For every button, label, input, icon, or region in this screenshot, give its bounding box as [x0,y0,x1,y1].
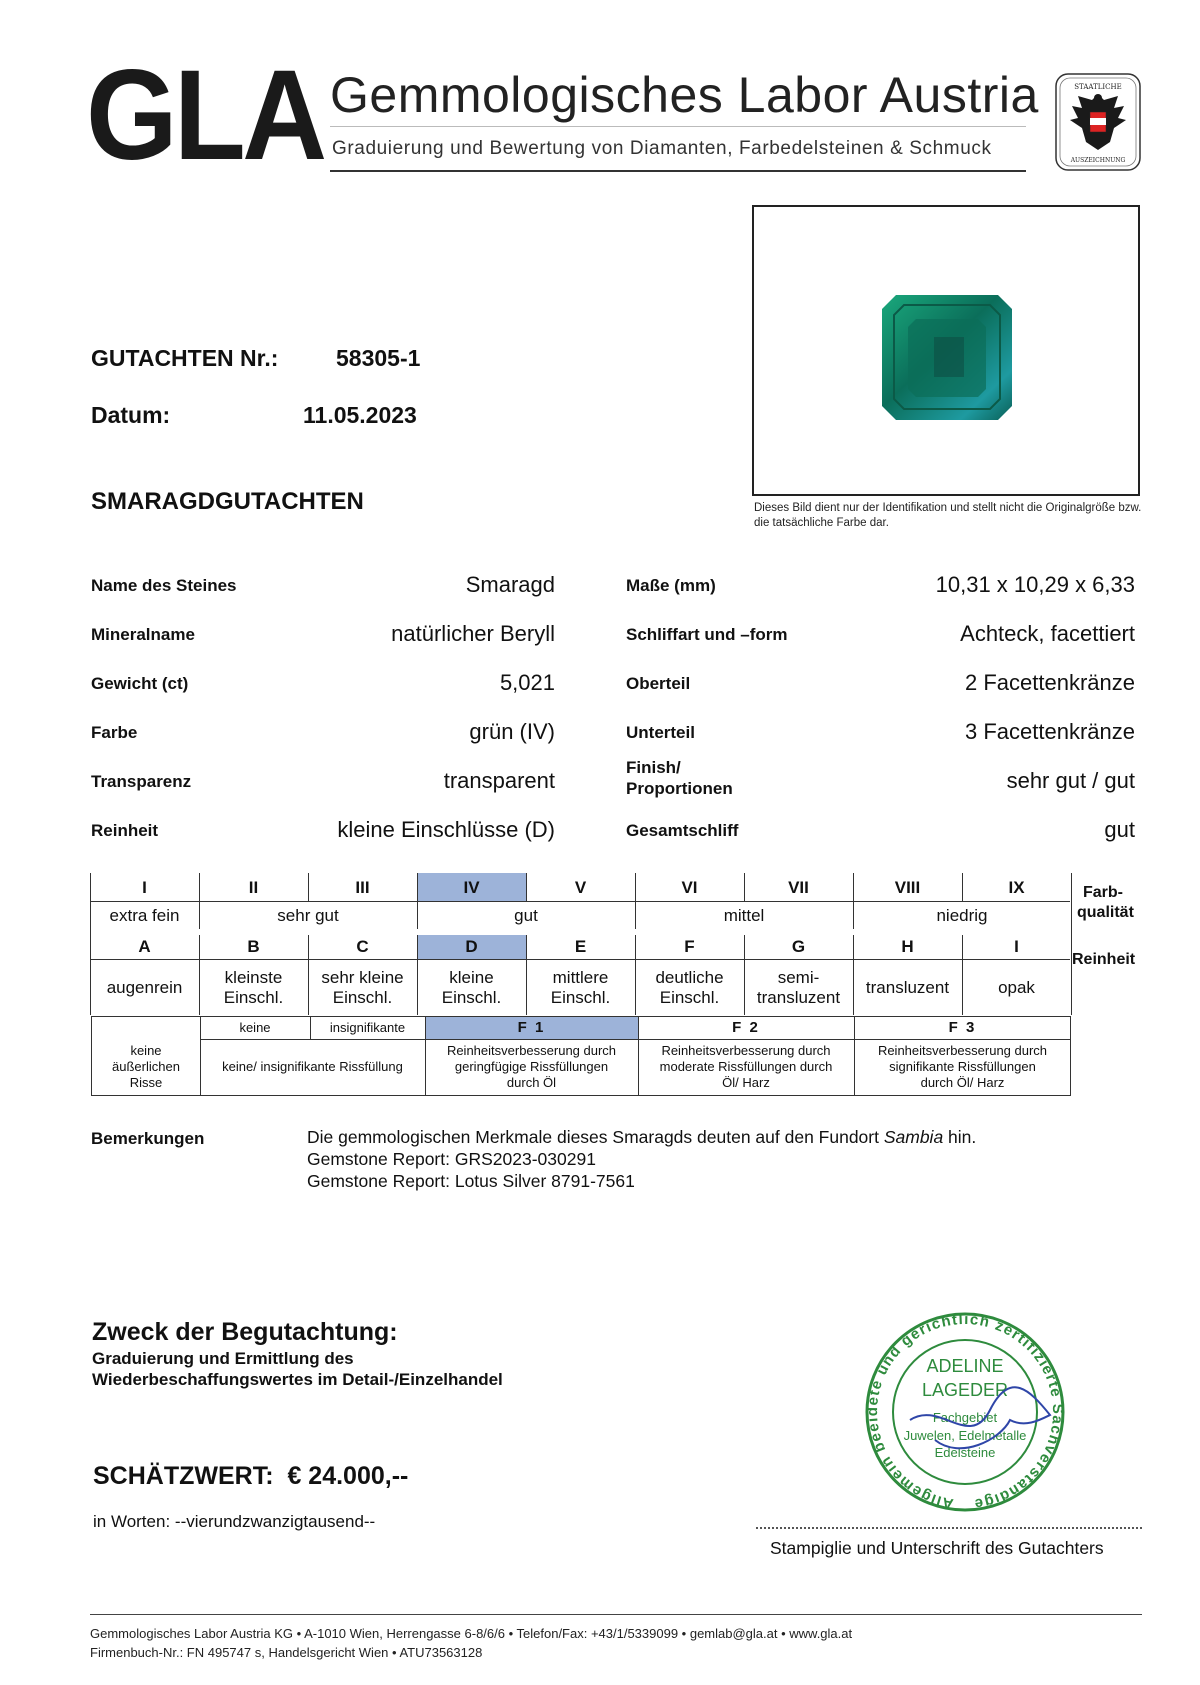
property-value: 10,31 x 10,29 x 6,33 [935,572,1135,597]
property-label: Proportionen [626,779,733,798]
color-grade-group: niedrig [936,906,988,925]
clarity-grade-letter: G [791,937,806,956]
header-divider [330,170,1026,172]
lab-tagline: Graduierung und Bewertung von Diamanten, Farbedelsteinen & Schmuck [332,138,992,159]
property-value: sehr gut / gut [1006,768,1135,793]
remarks-report-line: Gemstone Report: GRS2023-030291 [307,1149,596,1169]
color-quality-label: qualität [1077,904,1134,921]
color-grade-group: extra fein [109,906,180,925]
signature-line [756,1527,1142,1529]
fissure-head-insignificant: insignifikante [329,1020,406,1035]
color-grade-numeral: VII [788,878,809,897]
clarity-grade-description: mittlere Einschl. [550,968,611,1007]
valuation-amount: € 24.000,-- [287,1462,409,1490]
property-value: 5,021 [499,670,555,695]
property-row [90,666,1135,706]
footer-divider [90,1614,1142,1615]
property-row [90,813,1135,853]
stamp-name-last: LAGEDER [921,1380,1009,1400]
property-label: Farbe [91,723,138,742]
seal-text-top: STAATLICHE [1074,83,1122,91]
color-grade-group: sehr gut [277,906,339,925]
clarity-label: Reinheit [1072,951,1136,968]
property-value: transparent [443,768,555,793]
signature-label: Stampiglie und Unterschrift des Gutachters [770,1538,1104,1558]
photo-disclaimer: Dieses Bild dient nur der Identifikation und stellt nicht die Originalgröße bzw. die tatsächliche Farbe dar. [754,502,1142,529]
fissure-head-f3: F 3 [948,1019,977,1036]
property-label: Oberteil [626,674,691,693]
color-grade-numeral: VIII [894,878,921,897]
clarity-grade-description: kleine Einschl. [441,968,502,1007]
fissure-f2-description: Reinheitsverbesserung durch moderate Rissfüllungen durch Öl/ Harz [659,1043,833,1090]
remarks-origin-line: Die gemmologischen Merkmale dieses Smaragds deuten auf den Fundort Sambia hin. [307,1127,977,1147]
property-value: 2 Facettenkränze [965,670,1135,695]
fissure-filling-table [91,1016,1071,1096]
clarity-grade-letter: A [138,937,151,956]
report-type: SMARAGDGUTACHTEN [91,488,364,515]
grid-line [1071,873,1072,1015]
fissure-none-insignificant: keine/ insignifikante Rissfüllung [222,1059,403,1074]
valuation-label: SCHÄTZWERT: [93,1462,274,1490]
clarity-grade-letter: D [465,937,478,956]
color-grade-numeral: II [248,878,259,897]
remarks-text [307,1126,976,1192]
report-date: 11.05.2023 [303,402,417,428]
purpose-text: Graduierung und Ermittlung des Wiederbeschaffungswertes im Detail-/Einzelhandel [92,1349,503,1389]
emerald-stone-image [754,207,1138,494]
clarity-grade-description: augenrein [106,978,183,997]
property-value: Smaragd [465,572,555,597]
property-label: Finish/ [626,758,681,777]
grid-line [90,901,1070,902]
property-label: Maße (mm) [626,576,716,595]
clarity-grade-letter: H [901,937,914,956]
property-value: kleine Einschlüsse (D) [337,817,555,842]
color-grade-numeral: III [355,878,370,897]
property-value: Achteck, facettiert [960,621,1135,646]
seal-text-bottom: AUSZEICHNUNG [1070,157,1126,164]
gla-logo: GLA [86,44,324,187]
clarity-grade-description: transluzent [865,978,950,997]
property-value: grün (IV) [469,719,555,744]
color-grade-numeral: I [142,878,147,897]
purpose-title: Zweck der Begutachtung: [92,1318,398,1346]
stamp-field: Edelsteine [934,1445,996,1460]
grid-line [90,959,1070,960]
clarity-grade-description: sehr kleine Einschl. [321,968,404,1007]
clarity-grade-letter: I [1014,937,1019,956]
color-grade-group: mittel [723,906,765,925]
remarks-label: Bemerkungen [91,1129,205,1148]
expert-stamp [850,1300,1080,1520]
fissure-head-f1: F 1 [517,1019,546,1036]
property-label: Transparenz [91,772,192,791]
austrian-eagle-crest-icon [1054,72,1142,172]
color-grade-numeral: IX [1008,878,1025,897]
color-grade-numeral: IV [463,878,480,897]
valuation-in-words: in Worten: --vierundzwanzigtausend-- [93,1512,376,1531]
clarity-grade-description: kleinste Einschl. [223,968,284,1007]
footer [90,1624,852,1662]
clarity-grade-letter: F [684,937,695,956]
footer-address: Gemmologisches Labor Austria KG • A-1010 Wien, Herrengasse 6-8/6/6 • Telefon/Fax: +43/1/5339099 • gemlab@gla.at • www.gla.at [90,1626,853,1641]
property-value: natürlicher Beryll [391,621,555,646]
report-date-label: Datum: [91,402,171,428]
report-number-label: GUTACHTEN Nr.: [91,345,279,371]
clarity-grade-letter: B [247,937,260,956]
fissure-head-f2: F 2 [732,1019,760,1036]
clarity-grade-letter: E [574,937,587,956]
property-value: 3 Facettenkränze [965,719,1135,744]
valuation [93,1462,408,1491]
color-quality-label: Farb- [1083,884,1123,901]
stamp-ring-text: Allgemein beeidete und gerichtlich zertifizierte Sachverständige [863,1310,1067,1513]
color-grade-group: gut [514,906,538,925]
lab-name: Gemmologisches Labor Austria [330,67,1039,123]
property-label: Gesamtschliff [626,821,739,840]
stamp-field: Fachgebiet [932,1410,998,1425]
property-row [90,617,1135,657]
stamp-field: Juwelen, Edelmetalle [903,1428,1027,1443]
fissure-f3-description: Reinheitsverbesserung durch signifikante Rissfüllungen durch Öl/ Harz [877,1043,1048,1090]
color-grade-numeral: V [574,878,587,897]
fissure-no-external-cracks: keine äußerlichen Risse [112,1043,180,1090]
header-divider-thin [330,126,1026,127]
clarity-grade-letter: C [356,937,369,956]
report-number: 58305-1 [336,345,421,371]
property-label: Name des Steines [91,576,237,595]
clarity-grade-description: semi- transluzent [756,968,841,1007]
clarity-grade-description: deutliche Einschl. [655,968,724,1007]
property-label: Reinheit [91,821,159,840]
origin-country: Sambia [883,1127,944,1147]
remarks-report-line: Gemstone Report: Lotus Silver 8791-7561 [307,1171,635,1191]
property-label: Unterteil [626,723,695,742]
clarity-grade-description: opak [998,978,1035,997]
property-row [90,758,1135,804]
fissure-head-none: keine [239,1020,271,1035]
color-grade-numeral: VI [681,878,698,897]
property-row [90,568,1135,608]
property-label: Mineralname [91,625,195,644]
property-row [90,715,1135,755]
footer-registry: Firmenbuch-Nr.: FN 495747 s, Handelsgericht Wien • ATU73563128 [90,1645,483,1660]
stamp-name-first: ADELINE [926,1356,1004,1376]
property-label: Gewicht (ct) [91,674,189,693]
stone-photo-frame [752,205,1140,496]
property-value: gut [1104,817,1135,842]
fissure-f1-description: Reinheitsverbesserung durch geringfügige Rissfüllungen durch Öl [446,1043,617,1090]
property-label: Schliffart und –form [626,625,788,644]
